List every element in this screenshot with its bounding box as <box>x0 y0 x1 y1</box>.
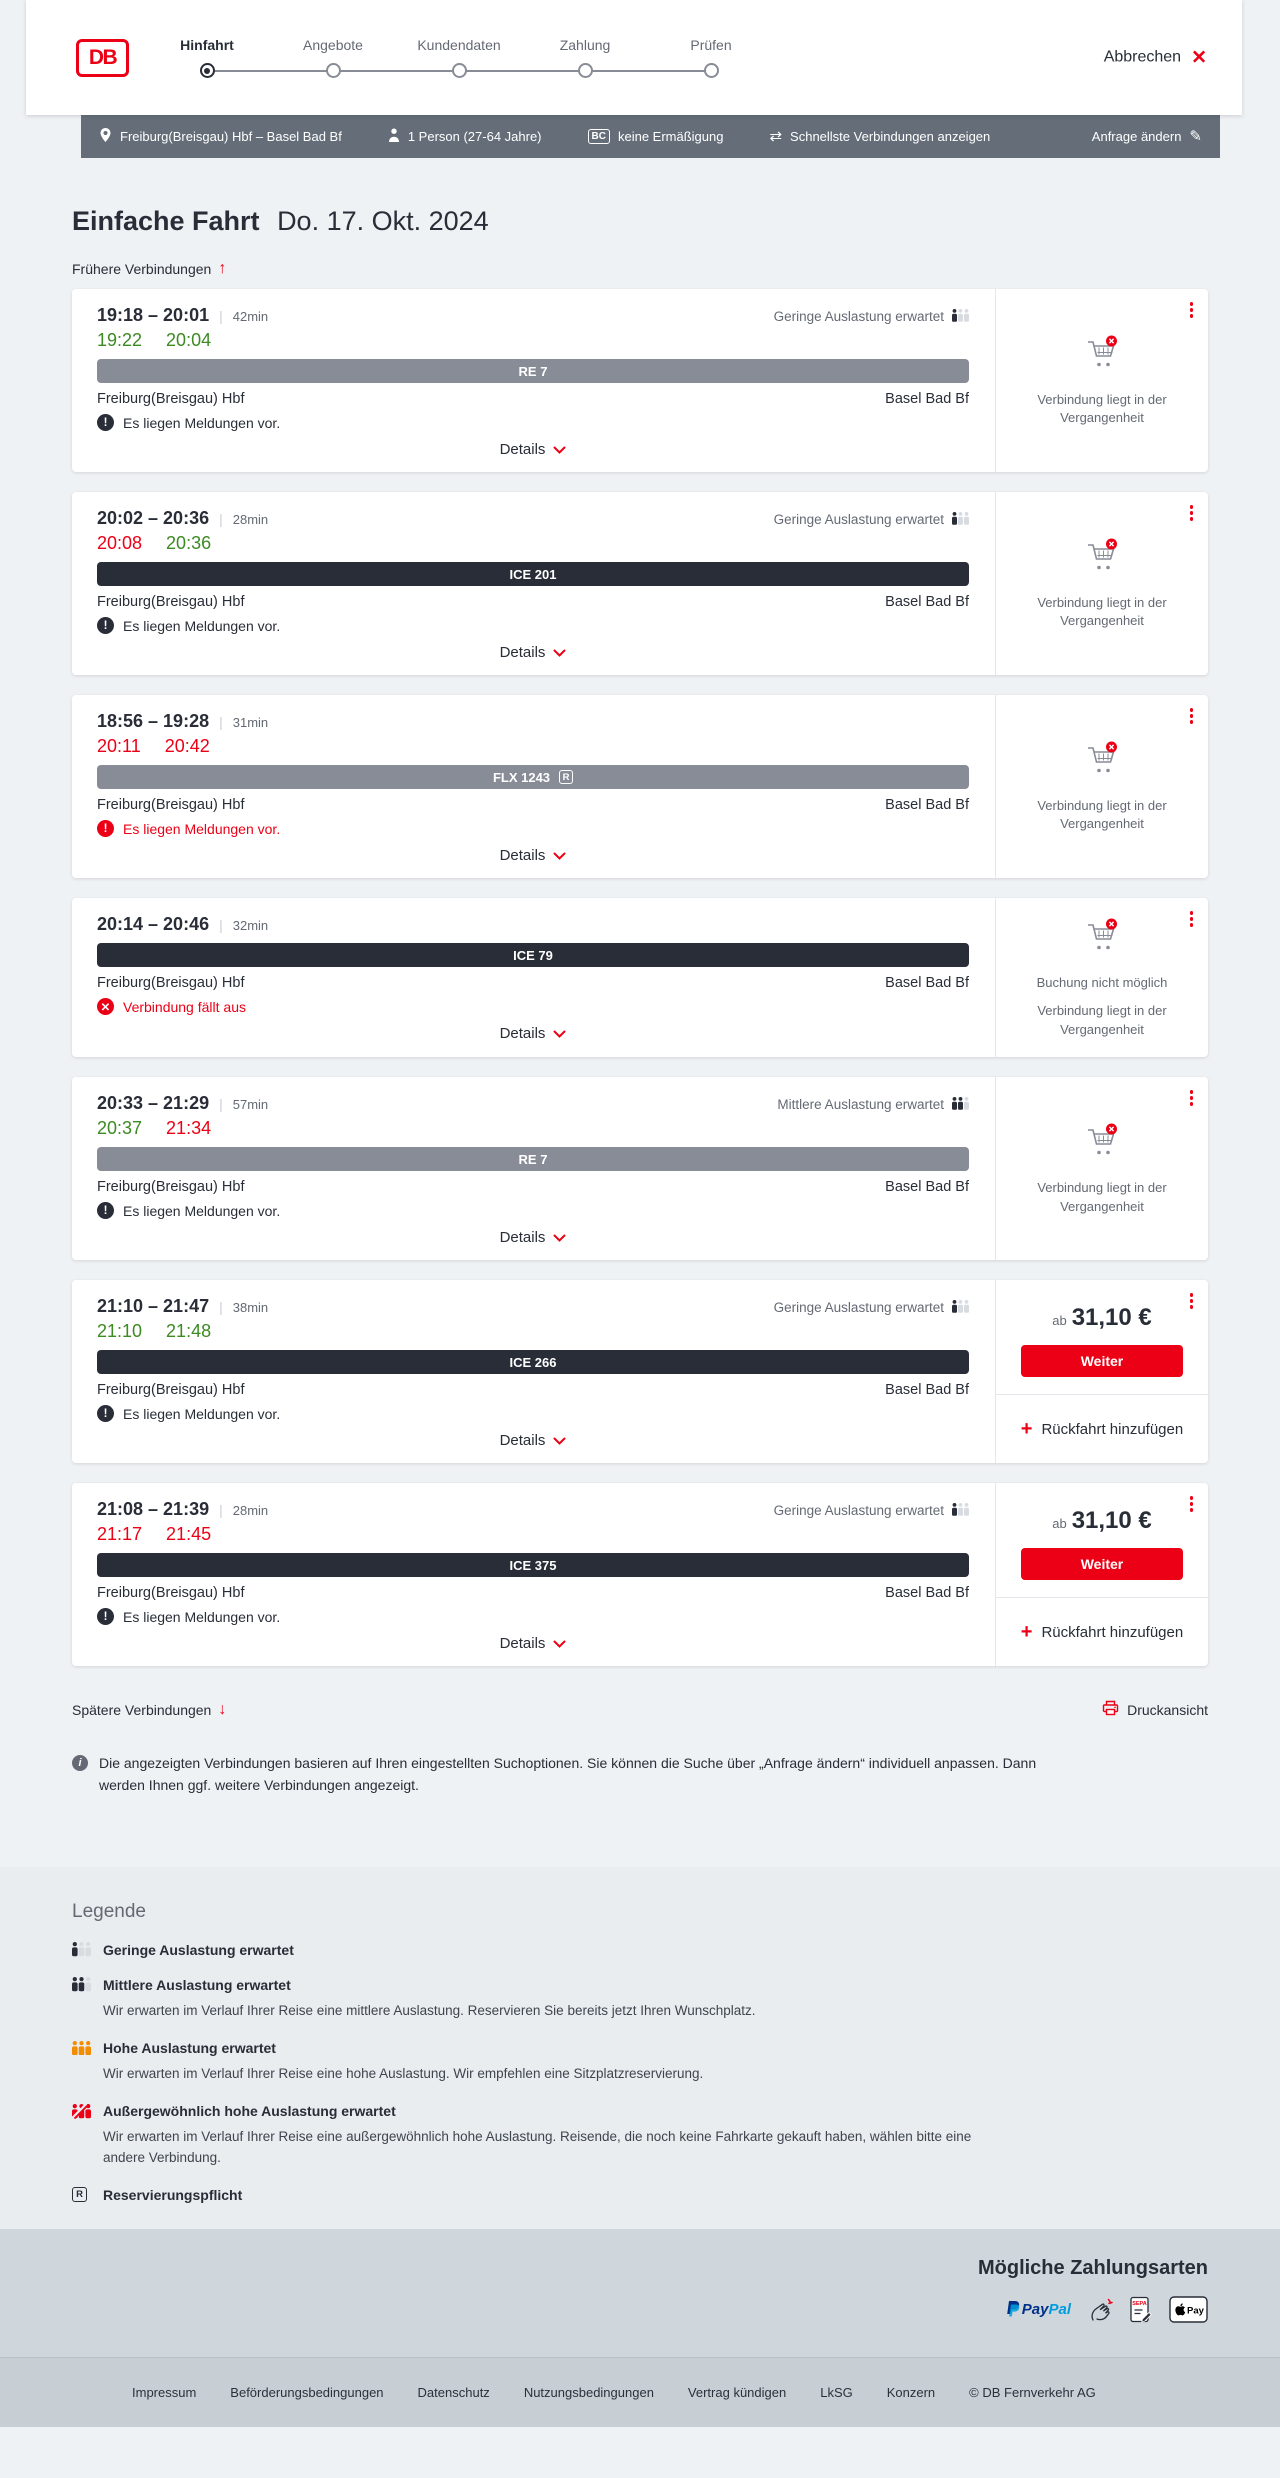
separator: | <box>219 714 223 730</box>
planned-times: 21:08 – 21:39 <box>97 1499 210 1520</box>
availability-notes <box>1022 797 1182 835</box>
planned-times: 19:18 – 20:01 <box>97 305 210 325</box>
details-toggle[interactable] <box>494 1021 573 1046</box>
planned-times: 20:33 – 21:29 <box>97 1093 210 1114</box>
legend-section <box>0 1867 1280 2229</box>
credit-card-icon <box>1087 2297 1114 2322</box>
departure-station: Freiburg(Breisgau) Hbf <box>97 594 245 610</box>
connection-message <box>97 1608 969 1625</box>
later-row <box>72 1700 1208 1719</box>
planned-times: 20:02 – 20:36 <box>97 508 210 528</box>
details-toggle[interactable] <box>494 437 573 462</box>
price-value: 31,10 € <box>1071 1507 1152 1535</box>
departure-station: Freiburg(Breisgau) Hbf <box>97 1179 245 1196</box>
cancel-label: Abbrechen <box>1103 48 1182 66</box>
alert-icon: ! <box>97 1608 114 1625</box>
search-summary-bar <box>81 115 1220 158</box>
connection-card <box>72 1280 1208 1463</box>
svg-text:Pay: Pay <box>1187 2305 1204 2317</box>
occupancy-low-icon <box>72 1942 98 1957</box>
departure-station: Freiburg(Breisgau) Hbf <box>97 797 245 813</box>
availability-notes <box>1022 594 1182 632</box>
legend-item-description: Wir erwarten im Verlauf Ihrer Reise eine außergewöhnlich hohe Auslastung. Reisende, die noch keine Fahrkarte gekauft haben, wählen bitte eine andere Verbindung. <box>103 2129 972 2165</box>
legend-item <box>72 2187 1208 2203</box>
sepa-lastschrift-icon <box>1130 2296 1153 2323</box>
plus-icon: + <box>1020 1418 1033 1441</box>
add-return-label: Rückfahrt hinzufügen <box>1041 1623 1184 1641</box>
details-label: Details <box>499 1635 546 1653</box>
price-value: 31,10 € <box>1071 1304 1152 1332</box>
price-row <box>1021 1507 1183 1535</box>
cancel-button[interactable] <box>1104 48 1207 67</box>
options-menu-button[interactable] <box>1187 299 1197 321</box>
separator: | <box>219 917 223 933</box>
departure-station: Freiburg(Breisgau) Hbf <box>97 1585 245 1602</box>
reservation-glyph: R <box>72 2187 87 2202</box>
apple-pay-icon <box>1169 2296 1208 2323</box>
connection-main <box>72 289 995 472</box>
legend-item <box>72 1942 1208 1958</box>
connection-side-panel <box>995 492 1208 675</box>
options-menu-button[interactable] <box>1187 1087 1197 1109</box>
arrival-station: Basel Bad Bf <box>885 594 969 610</box>
departure-station: Freiburg(Breisgau) Hbf <box>97 975 245 991</box>
availability-notes <box>1022 1179 1182 1217</box>
filter-summary <box>769 129 990 144</box>
trip-type-title: Einfache Fahrt <box>72 206 260 236</box>
arrival-station: Basel Bad Bf <box>885 1585 969 1602</box>
connection-side-panel <box>995 1280 1208 1463</box>
cart-unavailable-icon <box>1080 739 1124 783</box>
arrival-station: Basel Bad Bf <box>885 975 969 991</box>
actual-arrival-time: 21:34 <box>166 1118 212 1139</box>
connection-card <box>72 898 1208 1057</box>
stepper-step-hinfahrt <box>144 37 270 78</box>
connection-message <box>97 1405 969 1422</box>
cart-unavailable-icon <box>1080 333 1124 377</box>
actual-arrival-time: 21:48 <box>166 1321 212 1342</box>
pencil-icon: ✎ <box>1189 128 1202 145</box>
train-line-bar <box>97 765 969 789</box>
connection-message-text: Es liegen Meldungen vor. <box>123 617 281 634</box>
trip-duration: 28min <box>232 1503 269 1519</box>
train-line-bar <box>97 1350 969 1374</box>
availability-note: Verbindung liegt in der Vergangenheit <box>1037 1002 1167 1037</box>
availability-note: Buchung nicht möglich <box>1036 974 1168 990</box>
info-icon: i <box>72 1755 88 1771</box>
train-label: ICE 79 <box>513 947 553 963</box>
details-label: Details <box>499 847 546 864</box>
connection-side-panel <box>995 695 1208 878</box>
legend-item-label: Geringe Auslastung erwartet <box>103 1941 294 1958</box>
chevron-down-icon <box>553 1025 566 1042</box>
separator: | <box>219 308 223 324</box>
add-return-button[interactable] <box>996 1597 1208 1666</box>
actual-departure-time: 20:11 <box>97 736 141 756</box>
later-connections-button[interactable] <box>72 1702 226 1718</box>
route-label: Freiburg(Breisgau) Hbf – Basel Bad Bf <box>120 129 342 144</box>
search-options-note-text: Die angezeigten Verbindungen basieren auf Ihren eingestellten Suchoptionen. Sie können die Suche über „Anfrage ändern“ individuell anpassen. Dann werden Ihnen ggf. weitere Verbindungen angezeigt. <box>99 1755 1037 1794</box>
footer-links <box>132 2385 935 2400</box>
chevron-down-icon <box>553 441 566 458</box>
step-label: Angebote <box>303 37 363 53</box>
step-label: Hinfahrt <box>180 37 234 53</box>
occupancy-exceptional-icon <box>72 2104 98 2119</box>
occupancy-low-icon <box>952 1299 969 1317</box>
planned-times-row <box>97 305 969 326</box>
actual-times-row <box>97 736 969 757</box>
details-label: Details <box>499 644 546 661</box>
train-label: FLX 1243 <box>492 769 551 785</box>
connection-main <box>72 898 995 1057</box>
actual-times-row <box>97 1321 969 1342</box>
train-label: ICE 201 <box>509 566 557 582</box>
connection-main <box>72 695 995 878</box>
chevron-down-icon <box>553 1432 566 1449</box>
train-label: ICE 375 <box>509 1557 557 1573</box>
options-menu-button[interactable] <box>1187 1493 1197 1515</box>
transfer-arrows-icon: ⇄ <box>769 128 783 145</box>
legend-item-label: Reservierungspflicht <box>103 2186 243 2203</box>
legend-item-label: Hohe Auslastung erwartet <box>103 2040 276 2056</box>
legend-item-description: Wir erwarten im Verlauf Ihrer Reise eine mittlere Auslastung. Reservieren Sie bereits jetzt Ihren Wunschplatz. <box>103 2002 756 2018</box>
train-line-bar <box>97 1147 969 1171</box>
occupancy-label: Geringe Auslastung erwartet <box>773 1300 944 1316</box>
bahncard-icon: BC <box>588 129 610 144</box>
actual-times-row <box>97 1118 969 1139</box>
occupancy-low-icon <box>952 308 969 326</box>
payment-methods-section <box>0 2229 1280 2357</box>
cart-unavailable-icon <box>1080 916 1124 960</box>
arrival-station: Basel Bad Bf <box>885 1382 969 1399</box>
cancelled-icon: ✕ <box>97 998 114 1015</box>
stepper-step-prüfen <box>648 37 774 78</box>
trip-duration: 28min <box>232 512 269 527</box>
actual-departure-time: 20:08 <box>97 533 143 553</box>
arrival-station: Basel Bad Bf <box>885 1179 969 1196</box>
paypal-wordmark-pay: Pay <box>1021 2300 1049 2318</box>
chevron-down-icon <box>553 1635 566 1652</box>
trip-duration: 38min <box>232 1300 269 1316</box>
actual-times-row <box>97 533 969 554</box>
trip-duration: 57min <box>232 1097 269 1113</box>
step-circle-icon <box>578 63 593 78</box>
step-circle-icon <box>704 63 719 78</box>
arrival-station: Basel Bad Bf <box>885 391 969 407</box>
reservation-required-icon <box>72 2187 98 2202</box>
stations-row <box>97 391 969 407</box>
train-line-bar <box>97 562 969 586</box>
legend-items <box>72 1942 1208 2203</box>
departure-station: Freiburg(Breisgau) Hbf <box>97 391 245 407</box>
connection-main <box>72 492 995 675</box>
later-connections-label: Spätere Verbindungen <box>72 1701 212 1718</box>
separator: | <box>219 1299 223 1316</box>
step-label: Kundendaten <box>417 37 501 53</box>
search-options-note <box>72 1753 1052 1796</box>
edit-search-label: Anfrage ändern <box>1091 129 1182 144</box>
legend-item <box>72 2040 1208 2084</box>
connection-card <box>72 289 1208 472</box>
weiter-button[interactable]: Weiter <box>1021 1345 1183 1377</box>
footer-link[interactable]: LkSG <box>820 2384 853 2400</box>
add-return-button[interactable] <box>996 1394 1208 1463</box>
passengers-summary <box>388 128 542 145</box>
discount-label: keine Ermäßigung <box>617 129 724 144</box>
occupancy-label: Geringe Auslastung erwartet <box>773 1503 944 1519</box>
paypal-wordmark <box>1022 2301 1071 2318</box>
step-label: Prüfen <box>690 37 732 53</box>
cart-unavailable-icon <box>1080 1121 1124 1165</box>
person-icon <box>388 128 400 145</box>
actual-departure-time: 21:17 <box>97 1524 143 1545</box>
connection-message-text: Verbindung fällt aus <box>123 998 246 1015</box>
train-label: RE 7 <box>518 363 548 379</box>
step-label: Zahlung <box>559 37 611 53</box>
planned-times-row <box>97 1093 969 1114</box>
legend-item <box>72 1977 1208 2021</box>
connection-side-panel <box>995 1077 1208 1260</box>
trip-duration: 32min <box>232 918 269 933</box>
separator: | <box>219 1096 223 1113</box>
step-circle-icon <box>452 63 467 78</box>
unavailable-info <box>996 898 1208 1057</box>
actual-times-row <box>97 1524 969 1545</box>
close-icon: ✕ <box>1191 47 1207 68</box>
planned-times: 18:56 – 19:28 <box>97 711 210 731</box>
connection-message <box>97 820 969 837</box>
price-row <box>1021 1304 1183 1332</box>
connection-message <box>97 998 969 1015</box>
earlier-connections-button[interactable] <box>72 261 226 277</box>
weiter-button[interactable]: Weiter <box>1021 1548 1183 1580</box>
svg-text:SEPA: SEPA <box>1132 2300 1147 2307</box>
unavailable-info <box>996 1077 1208 1260</box>
footer-link[interactable]: Konzern <box>886 2384 936 2400</box>
connection-message-text: Es liegen Meldungen vor. <box>123 1608 281 1625</box>
occupancy-low-icon <box>952 511 969 529</box>
connection-main <box>72 1077 995 1260</box>
footer-link[interactable]: Vertrag kündigen <box>687 2384 787 2400</box>
details-toggle[interactable] <box>494 1225 573 1250</box>
connection-side-panel <box>995 1483 1208 1666</box>
location-pin-icon <box>99 127 112 146</box>
add-return-label: Rückfahrt hinzufügen <box>1041 1420 1184 1438</box>
stepper-step-zahlung <box>522 37 648 78</box>
footer-link[interactable]: Beförderungsbedingungen <box>230 2384 384 2400</box>
connection-card <box>72 1483 1208 1666</box>
planned-times-row <box>97 1499 969 1520</box>
details-label: Details <box>499 1025 546 1042</box>
planned-times-row <box>97 711 969 732</box>
actual-arrival-time: 20:04 <box>166 330 212 350</box>
details-toggle[interactable] <box>494 1428 573 1453</box>
edit-search-button[interactable] <box>1092 129 1202 144</box>
db-logo-text: DB <box>88 45 117 69</box>
page-footer <box>0 2357 1280 2427</box>
stepper-step-kundendaten <box>396 37 522 78</box>
occupancy-high-icon <box>72 2041 98 2056</box>
arrow-down-icon: ↓ <box>218 1700 227 1718</box>
planned-times-row <box>97 914 969 935</box>
arrival-station: Basel Bad Bf <box>885 797 969 813</box>
connection-message-text: Es liegen Meldungen vor. <box>123 820 281 837</box>
details-label: Details <box>499 1432 546 1450</box>
stations-row <box>97 797 969 813</box>
occupancy-label: Geringe Auslastung erwartet <box>773 512 944 527</box>
details-toggle[interactable] <box>494 843 573 868</box>
departure-station: Freiburg(Breisgau) Hbf <box>97 1382 245 1399</box>
connection-side-panel <box>995 898 1208 1057</box>
page-title <box>72 206 1208 237</box>
booking-stepper <box>144 37 774 78</box>
printer-icon <box>1102 1700 1119 1719</box>
connection-main <box>72 1280 995 1463</box>
details-toggle[interactable] <box>494 1631 573 1656</box>
booking-panel <box>996 1483 1208 1580</box>
alert-icon: ! <box>97 1405 114 1422</box>
occupancy-label: Mittlere Auslastung erwartet <box>777 1097 944 1113</box>
step-circle-active-icon <box>200 63 215 78</box>
planned-times: 20:14 – 20:46 <box>97 914 210 934</box>
trip-duration: 42min <box>232 309 269 324</box>
train-line-bar <box>97 1553 969 1577</box>
unavailable-info <box>996 289 1208 472</box>
actual-arrival-time: 20:36 <box>166 533 212 553</box>
alert-icon: ! <box>97 820 114 837</box>
stations-row <box>97 1382 969 1398</box>
top-navigation-bar <box>26 0 1242 115</box>
route-summary <box>99 127 342 146</box>
actual-times-row <box>97 330 969 351</box>
details-toggle[interactable] <box>494 640 573 665</box>
occupancy-medium-icon <box>952 1096 969 1114</box>
connection-main <box>72 1483 995 1666</box>
actual-departure-time: 20:37 <box>97 1118 143 1139</box>
actual-arrival-time: 20:42 <box>164 736 210 756</box>
trip-duration: 31min <box>232 715 269 730</box>
stations-row <box>97 594 969 610</box>
connection-message-text: Es liegen Meldungen vor. <box>123 414 281 431</box>
footer-link[interactable]: Datenschutz <box>417 2384 490 2400</box>
actual-departure-time: 19:22 <box>97 330 143 350</box>
passengers-label: 1 Person (27-64 Jahre) <box>407 129 542 144</box>
unavailable-info <box>996 695 1208 878</box>
options-menu-button[interactable] <box>1187 705 1197 727</box>
payment-methods-title: Mögliche Zahlungsarten <box>977 2256 1208 2279</box>
connection-message <box>97 617 969 634</box>
connection-list <box>72 289 1208 1666</box>
filter-label: Schnellste Verbindungen anzeigen <box>790 129 991 144</box>
unavailable-info <box>996 492 1208 675</box>
connection-card <box>72 695 1208 878</box>
booking-panel <box>996 1280 1208 1377</box>
copyright: © DB Fernverkehr AG <box>969 2384 1096 2400</box>
connection-message-text: Es liegen Meldungen vor. <box>123 1405 281 1422</box>
alert-icon: ! <box>97 1202 114 1219</box>
connection-side-panel <box>995 289 1208 472</box>
legend-item-description: Wir erwarten im Verlauf Ihrer Reise eine hohe Auslastung. Wir empfehlen eine Sitzplatzreservierung. <box>103 2066 704 2081</box>
planned-times-row <box>97 508 969 529</box>
actual-arrival-time: 21:45 <box>166 1524 212 1545</box>
train-line-bar <box>97 943 969 967</box>
price-prefix: ab <box>1052 1313 1067 1329</box>
occupancy-label: Geringe Auslastung erwartet <box>773 309 944 324</box>
alert-icon: ! <box>97 414 114 431</box>
connection-card <box>72 1077 1208 1260</box>
separator: | <box>219 511 223 527</box>
step-circle-icon <box>326 63 341 78</box>
availability-note: Verbindung liegt in der Vergangenheit <box>1037 391 1167 426</box>
db-logo <box>76 39 129 77</box>
travel-date: Do. 17. Okt. 2024 <box>277 206 489 236</box>
chevron-down-icon <box>553 1229 566 1246</box>
availability-note: Verbindung liegt in der Vergangenheit <box>1037 797 1167 832</box>
payment-method-icons <box>72 2296 1208 2323</box>
reservation-required-icon: R <box>559 770 573 784</box>
stations-row <box>97 975 969 991</box>
availability-note: Verbindung liegt in der Vergangenheit <box>1037 1179 1167 1214</box>
details-label: Details <box>499 441 546 458</box>
print-view-label: Druckansicht <box>1127 1701 1208 1718</box>
connection-card <box>72 492 1208 675</box>
cart-unavailable-icon <box>1080 536 1124 580</box>
earlier-connections-label: Frühere Verbindungen <box>72 261 212 277</box>
stations-row <box>97 1179 969 1195</box>
availability-note: Verbindung liegt in der Vergangenheit <box>1037 594 1167 629</box>
train-line-bar <box>97 359 969 383</box>
occupancy-low-icon <box>952 1502 969 1520</box>
separator: | <box>219 1502 223 1519</box>
arrow-up-icon: ↑ <box>218 260 227 277</box>
actual-departure-time: 21:10 <box>97 1321 143 1342</box>
options-menu-button[interactable] <box>1187 908 1197 930</box>
legend-title: Legende <box>72 1900 146 1922</box>
options-menu-button[interactable] <box>1187 502 1197 524</box>
availability-notes <box>1022 974 1182 1040</box>
footer-link[interactable]: Nutzungsbedingungen <box>523 2384 654 2400</box>
print-view-button[interactable] <box>1102 1700 1208 1719</box>
chevron-down-icon <box>553 644 566 661</box>
train-label: RE 7 <box>518 1151 548 1167</box>
chevron-down-icon <box>553 847 566 864</box>
price-prefix: ab <box>1052 1516 1067 1532</box>
occupancy-medium-icon <box>72 1977 98 1992</box>
connection-message-text: Es liegen Meldungen vor. <box>123 1202 281 1219</box>
stepper-step-angebote <box>270 37 396 78</box>
planned-times-row <box>97 1296 969 1317</box>
legend-item <box>72 2103 1208 2168</box>
planned-times: 21:10 – 21:47 <box>97 1296 210 1317</box>
connection-message <box>97 414 969 431</box>
connection-message <box>97 1202 969 1219</box>
paypal-wordmark-pal: Pal <box>1048 2300 1071 2318</box>
details-label: Details <box>499 1229 546 1247</box>
stations-row <box>97 1585 969 1601</box>
paypal-icon <box>1006 2300 1071 2318</box>
options-menu-button[interactable] <box>1187 1290 1197 1312</box>
footer-link[interactable]: Impressum <box>132 2384 197 2400</box>
legend-item-label: Mittlere Auslastung erwartet <box>103 1976 291 1993</box>
legend-item-label: Außergewöhnlich hohe Auslastung erwartet <box>103 2103 396 2120</box>
availability-notes <box>1022 391 1182 429</box>
plus-icon: + <box>1020 1621 1033 1644</box>
results-area <box>72 206 1208 1867</box>
discount-summary <box>588 129 724 144</box>
alert-icon: ! <box>97 617 114 634</box>
train-label: ICE 266 <box>509 1354 557 1370</box>
